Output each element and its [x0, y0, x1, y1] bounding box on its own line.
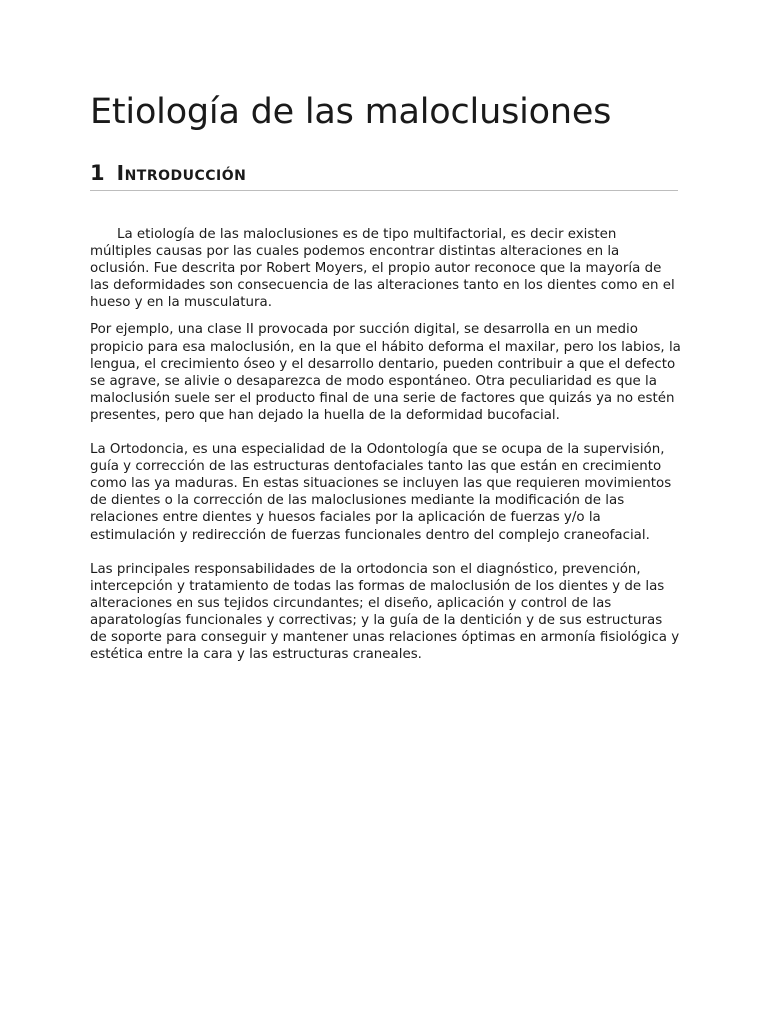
section-number: 1: [90, 161, 105, 185]
document-body: [90, 226, 682, 663]
document-title: Etiología de las maloclusiones: [90, 92, 612, 132]
paragraph-1: La etiología de las maloclusiones es de tipo multifactorial, es decir existen múltiples causas por las cuales podemos encontrar distintas alteraciones en la oclusión. Fue descrita por Robert Moyers, el propio autor reconoce que la mayoría de las deformidades son consecuencia de las alteraciones tanto en los dientes como en el hueso y en la musculatura.: [90, 227, 675, 311]
section-heading: [90, 158, 678, 191]
paragraph-4: Las principales responsabilidades de la ortodoncia son el diagnóstico, prevención, intercepción y tratamiento de todas las formas de maloclusión de los dientes y de las alteraciones en sus tejidos circundantes; el diseño, aplicación y control de las aparatologías funcionales y correctivas; y la guía de la dentición y de sus estructuras de soporte para conseguir y mantener unas relaciones óptimas en armonía fisiológica y estética entre la cara y las estructuras craneales.: [90, 561, 680, 663]
paragraph-3: La Ortodoncia, es una especialidad de la Odontología que se ocupa de la supervisión, guía y corrección de las estructuras dentofaciales tanto las que están en crecimiento como las ya maduras. En estas situaciones se incluyen las que requieren movimientos de dientes o la corrección de las maloclusiones mediante la modificación de las relaciones entre dientes y huesos faciales por la aplicación de fuerzas y/o la estimulación y redirección de fuerzas funcionales dentro del complejo craneofacial.: [90, 442, 672, 543]
section-title: Introducción: [116, 161, 247, 185]
paragraph-2: Por ejemplo, una clase II provocada por succión digital, se desarrolla en un medio propicio para esa maloclusión, en la que el hábito deforma el maxilar, pero los labios, la lengua, el crecimiento óseo y el desarrollo dentario, pueden contribuir a que el defecto se agrave, se alivie o desaparezca de modo espontáneo. Otra peculiaridad es que la maloclusión suele ser el producto final de una serie de factores que quizás ya no estén presentes, pero que han dejado la huella de la deformidad bucofacial.: [90, 322, 681, 423]
